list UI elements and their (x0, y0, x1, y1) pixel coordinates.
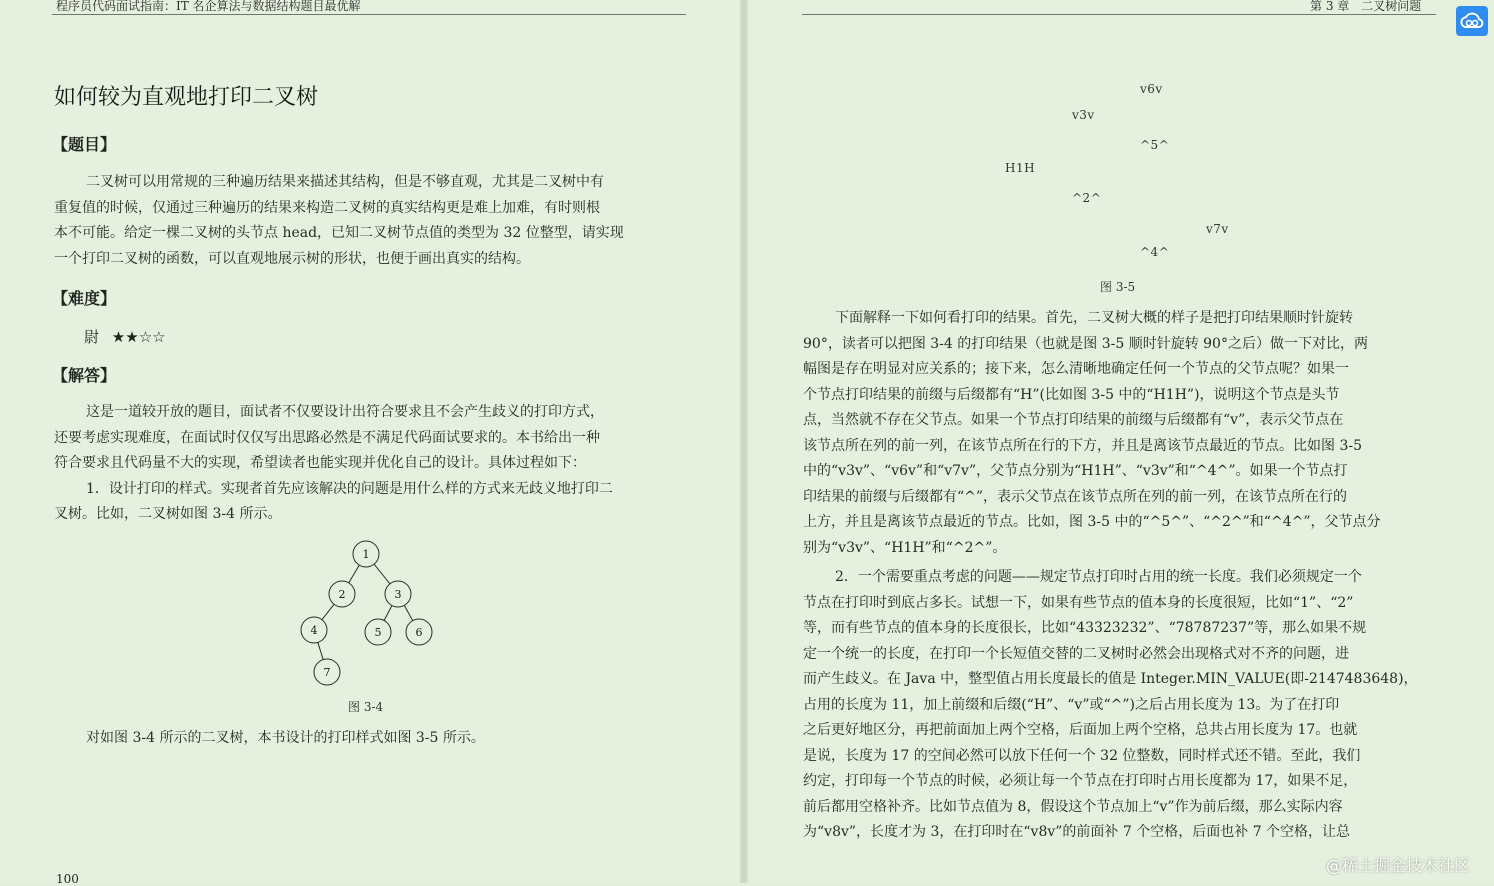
tree-edge (374, 564, 390, 584)
followup-line: 对如图 3-4 所示的二叉树，本书设计的打印样式如图 3-5 所示。 (86, 730, 485, 746)
tree-node-label: 2 (338, 588, 346, 601)
tree-node (365, 619, 391, 645)
explanation-line: 90°，读者可以把图 3-4 的打印结果（也就是图 3-5 顺时针旋转 90°之后）做一下对比，两 (803, 335, 1368, 352)
problem-line: 二叉树可以用常规的三种遍历结果来描述其结构，但是不够直观，尤其是二叉树中有 (86, 174, 604, 190)
length-rule-line: 而产生歧义。在 Java 中，整型值占用长度最长的值是 Integer.MIN_VALUE(即-2147483648)， (803, 671, 1418, 687)
figure-caption: 图 3-5 (1100, 280, 1136, 294)
explanation-line: 印结果的前缀与后缀都有“^”，表示父节点在该节点所在列的前一列，在该节点所在行的 (803, 488, 1348, 505)
tree-edge (404, 605, 412, 620)
solution-line: 叉树。比如，二叉树如图 3-4 所示。 (54, 506, 282, 522)
length-rule-paragraph (803, 565, 1431, 846)
tree-node-label: 7 (323, 666, 331, 679)
tree-node (301, 617, 327, 643)
tree-edge (384, 606, 392, 621)
cloud-icon (1456, 6, 1488, 36)
solution-line: 这是一道较开放的题目，面试者不仅要设计出符合要求且不会产生歧义的打印方式， (86, 404, 604, 420)
length-rule-line: 等，而有些节点的值本身的长度很长，比如“43323232”、“78787237”等，那么如果不规 (803, 620, 1367, 636)
explanation-line: 幅图是存在明显对应关系的；接下来，怎么清晰地确定任何一个节点的父节点呢？如果一 (803, 361, 1349, 377)
figure-followup-paragraph (54, 726, 682, 752)
length-rule-line: 2．一个需要重点考虑的问题——规定节点打印时占用的统一长度。我们必须规定一个 (835, 569, 1362, 585)
tree-node-label: 5 (374, 626, 382, 639)
figure-caption: 图 3-4 (348, 700, 384, 714)
tree-node (406, 619, 432, 645)
printed-node: H1H (1005, 161, 1036, 175)
tree-node (353, 541, 379, 567)
explanation-line: 别为“v3v”、“H1H”和“^2^”。 (803, 539, 1007, 556)
length-rule-line: 前后都用空格补齐。比如节点值为 8，假设这个节点加上“v”作为前后缀，那么实际内容 (803, 798, 1343, 815)
length-rule-line: 之后更好地区分，再把前面加上两个空格，后面加上两个空格，总共占用长度为 17。也就 (803, 722, 1358, 738)
difficulty-heading: 【难度】 (52, 289, 117, 308)
length-rule-line: 定一个统一的长度，在打印一个长短值交替的二叉树时必然会出现格式对不齐的问题，进 (803, 645, 1349, 662)
length-rule-line: 为“v8v”，长度才为 3，在打印时在“v8v”的前面补 7 个空格，后面也补 7 个空格，让总 (803, 824, 1351, 840)
length-rule-line: 节点在打印时到底占多长。试想一下，如果有些节点的值本身的长度很短，比如“1”、“2” (803, 594, 1354, 611)
watermark: @稀土掘金技术社区 (1326, 856, 1471, 875)
problem-line: 本不可能。给定一棵二叉树的头节点 head，已知二叉树节点值的类型为 32 位整型，请实现 (54, 225, 624, 241)
solution-line: 符合要求且代码量不大的实现，希望读者也能实现并优化自己的设计。具体过程如下： (54, 455, 586, 471)
book-gutter (740, 0, 748, 883)
printed-node: ^2^ (1072, 191, 1102, 205)
length-rule-line: 约定，打印每一个节点的时候，必须让每一个节点在打印时占用长度都为 17，如果不足， (803, 773, 1358, 789)
printed-node: v3v (1072, 108, 1095, 122)
length-rule-line: 占用的长度为 11，加上前缀和后缀(“H”、“v”或“^”)之后占用长度为 13。为了在打印 (803, 696, 1340, 713)
printed-node: ^5^ (1140, 138, 1170, 152)
page-number: 100 (56, 872, 79, 886)
running-head: 程序员代码面试指南：IT 名企算法与数据结构题目最优解 (56, 0, 361, 13)
solution-heading: 【解答】 (52, 366, 117, 385)
length-rule-line: 是说，长度为 17 的空间必然可以放下任何一个 32 位整数，同时样式还不错。至此，我们 (803, 747, 1361, 764)
printed-node: v7v (1206, 222, 1229, 236)
running-head: 第 3 章 二叉树问题 (1310, 0, 1422, 13)
tree-node (329, 581, 355, 607)
tree-edge (349, 565, 360, 583)
printed-node: v6v (1140, 82, 1163, 96)
explanation-line: 个节点打印结果的前缀与后缀都有“H”(比如图 3-5 中的“H1H”)，说明这个节点是头节 (803, 386, 1340, 403)
explanation-line: 该节点所在列的前一列，在该节点所在行的下方，并且是离该节点最近的节点。比如图 3-5 (803, 437, 1362, 454)
explanation-line: 中的“v3v”、“v6v”和“v7v”，父节点分别为“H1H”、“v3v”和“^4^”。如果一个节点打 (803, 463, 1348, 479)
tree-node (314, 659, 340, 685)
tree-node-label: 3 (394, 588, 402, 601)
explanation-paragraph (803, 306, 1431, 561)
difficulty-level: 尉 (84, 328, 100, 346)
tree-node (385, 581, 411, 607)
problem-paragraph (54, 170, 682, 272)
tree-node-label: 4 (310, 624, 318, 637)
tree-node-label: 1 (362, 548, 370, 561)
header-rule (52, 14, 686, 15)
explanation-line: 点，当然就不存在父节点。如果一个节点打印结果的前缀与后缀都有“v”，表示父节点在 (803, 412, 1344, 428)
left-page (0, 0, 740, 886)
tree-edge (318, 642, 323, 659)
printed-node: ^4^ (1140, 245, 1170, 259)
header-rule (802, 14, 1436, 15)
explanation-line: 上方，并且是离该节点最近的节点。比如，图 3-5 中的“^5^”、“^2^”和“^4^”，父节点分 (803, 514, 1381, 530)
problem-heading: 【题目】 (52, 135, 117, 154)
solution-line: 1．设计打印的样式。实现者首先应该解决的问题是用什么样的方式来无歧义地打印二 (86, 480, 613, 497)
right-page (748, 0, 1494, 883)
binary-tree-diagram (290, 535, 450, 695)
tree-node-label: 6 (415, 626, 423, 639)
problem-line: 重复值的时候，仅通过三种遍历的结果来构造二叉树的真实结构更是难上加难，有时则根 (54, 199, 600, 216)
problem-line: 一个打印二叉树的函数，可以直观地展示树的形状，也便于画出真实的结构。 (54, 250, 530, 267)
tree-edge (322, 604, 334, 619)
difficulty-rating (84, 326, 166, 347)
solution-line: 还要考虑实现难度，在面试时仅仅写出思路必然是不满足代码面试要求的。本书给出一种 (54, 429, 600, 446)
solution-paragraph (54, 400, 682, 528)
section-title: 如何较为直观地打印二叉树 (54, 85, 319, 110)
explanation-line: 下面解释一下如何看打印的结果。首先，二叉树大概的样子是把打印结果顺时针旋转 (835, 310, 1353, 326)
star-rating-icon: ★★☆☆ (111, 328, 166, 346)
cloud-sync-button[interactable] (1456, 6, 1488, 36)
